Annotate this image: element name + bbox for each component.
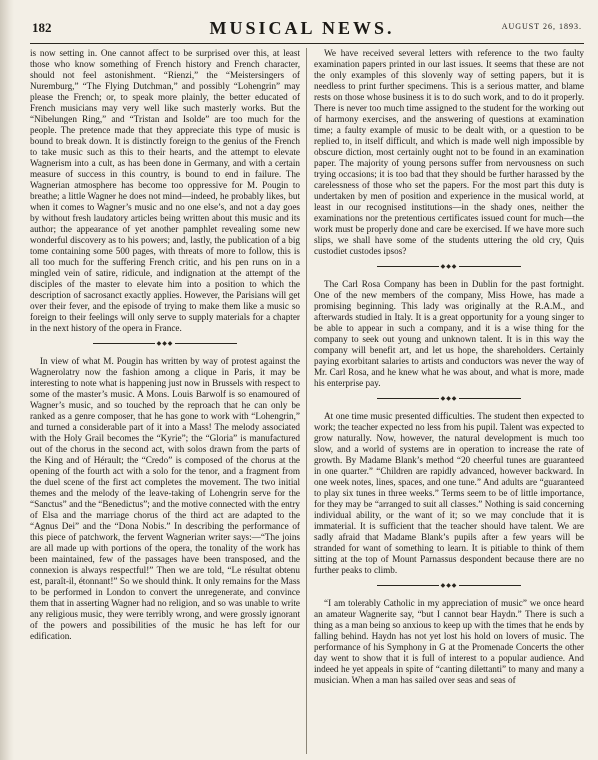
- right-column: [314, 48, 584, 689]
- article-paragraph-examination-papers: We have received several letters with reference to the two faulty examination papers printed in our last issues. It seems that these are not the only examples of this slovenly way of setting papers, but it is needless to print further specimens. This is a serious matter, and blame rests on those whose business it is to do such work, and to do it properly. There is never too much time assigned to the student for the working out of harmony exercises, and the answering of questions at examination time; a faulty example of music to be dealt with, or a question to be replied to, in itself difficult, and which is made well nigh impossible by obscure diction, most certainly ought not to be found in an examination paper. The majority of young persons suffer from nervousness on such trying occasions; it is too bad that they should be further harassed by the carelessness of those who set the papers. For the most part this duty is undertaken by men of position and experience in the musical world, at least in our recognised institutions—in the shady ones, neither the examinations nor the pretentious certificates issued count for much—the work must be properly done and care be exercised. If we have more such slips, we shall have some of the students uttering the old cry, Quis custodiet custodes ipsos?: [314, 48, 584, 256]
- section-separator: ◆◆◆: [30, 339, 300, 350]
- column-divider: [306, 48, 307, 754]
- header-rule: [30, 43, 584, 44]
- left-column: [30, 48, 300, 645]
- page-header: [16, 20, 588, 40]
- section-separator: ◆◆◆: [314, 262, 584, 273]
- section-separator: ◆◆◆: [314, 581, 584, 592]
- article-paragraph-haydn: “I am tolerably Catholic in my appreciation of music” we once heard an amateur Wagnerite say, “but I cannot bear Haydn.” There is such a thing as a man being so anxious to keep up with the times that he ends by falling behind. Haydn has not yet lost his hold on lovers of music. The performance of his Symphony in G at the Promenade Concerts the other day went to show that it is full of interest to a popular audience. And indeed he yet appeals in spite of “canting dilettanti” to many and many a musician. When a man has sailed over seas and seas of: [314, 598, 584, 685]
- issue-date: AUGUST 26, 1893.: [501, 22, 582, 31]
- page-gutter-shadow: [0, 0, 14, 760]
- article-paragraph-wagnerism-france: is now setting in. One cannot affect to be surprised over this, at least those who know something of French history and French character, should not feel astonishment. “Rienzi,” the “Meistersingers of Nuremburg,” “The Flying Dutchman,” and possibly “Lohengrin” may please the French; or, to speak more plainly, the better educated of French musicians may very well like such masterly works. But the “Nibelungen Ring,” and “Tristan and Isolde” are too much for the people. The pretence made that they appreciate this type of music is bound to break down. It is distinctly foreign to the genius of the French to take music such as this to their hearts, and the attempt to elevate Wagnerism into a cult, as has been done in Germany, and with a certain measure of success in this country, is bound to end in failure. The Wagnerian atmosphere has become too oppressive for M. Pougin to breathe; a little Wagner he does not mind—indeed, he probably likes, but when it comes to Wagner’s music and no one else’s, and not a day goes by without fresh laudatory articles being written about this music and its author; the appearance of yet another pamphlet revealing some new wonderful discovery as to his powers; and, lastly, the publication of a big tome containing some 500 pages, with threats of more to follow, this is all too much for the suffering French critic, and his pen runs on in a mingled vein of satire, ridicule, and indignation at the attempt of the disciples of the master to elevate him into a position to which the description of sacrosanct exactly applies. However, the Parisians will get over their fever, and the episode of trying to make them like a music so foreign to their feelings will only serve to supply materials for a chapter in the next history of the opera in France.: [30, 48, 300, 333]
- masthead-title: MUSICAL NEWS.: [209, 18, 395, 38]
- article-paragraph-madame-blank: At one time music presented difficulties. The student then expected to work; the teacher expected no less from his pupil. Talent was expected to grow naturally. Now, however, the natural development is much too slow, and a world of systems are in operation to increase the rate of growth. By Madame Blank’s method “20 cheerful tunes are guaranteed in one quarter.” “Children are rapidly advanced, however backward. In one week notes, lines, spaces, and one tune.” And adults are “guaranteed to play six tunes in three weeks.” Terms seem to be of little importance, for they may be “arranged to suit all classes.” Nothing is said concerning individual ability, or the want of it; so we may conclude that it is immaterial. It is sufficient that the teacher should have talent. We are sadly afraid that Madame Blank’s pupils after a few years will be stranded for want of something to learn. It is pitiable to think of them sitting at the top of Mount Parnassus despondent because there are no further peaks to climb.: [314, 411, 584, 575]
- article-paragraph-carl-rosa: The Carl Rosa Company has been in Dublin for the past fortnight. One of the new members of the company, Miss Howe, has made a promising beginning. This lady was originally at the R.A.M., and afterwards studied in Italy. It is a great opportunity for a young singer to be able to appear in such a company, and it is a wise thing for the company to seek out young and unknown talent. It is in this way the company will benefit art, and let us hope, the shareholders. Certainly paying exorbitant salaries to artists and conductors was never the way of Mr. Carl Rosa, and he knew what he was about, and what is more, made his enterprise pay.: [314, 279, 584, 388]
- article-paragraph-lohengrin-mass: In view of what M. Pougin has written by way of protest against the Wagnerolatry now the fashion among a clique in Paris, it may be interesting to note what is happening just now in Brussels with respect to some of the master’s music. A Mons. Louis Barwolf is so enamoured of Wagner’s music, and so touched by the reproach that he can only be ranked as a genre composer, that he has gone to work with “Lohengrin,” and turned a considerable part of it into a Mass! The melody associated with the Holy Grail becomes the “Kyrie”; the “Gloria” is manufactured out of the chorus in the second act, with solos drawn from the parts of the King and of Hérault; the “Credo” is composed of the chorus at the opening of the fourth act with a solo for the tenor, and a fragment from the duel scene of the first act completes the movement. The two initial themes and the melody of the leave-taking of Lohengrin serve for the “Sanctus” and the “Benedictus”; and the motive connected with the entry of Elsa and the marriage chorus of the third act are adapted to the “Agnus Dei” and the “Dona Nobis.” In describing the performance of this piece of patchwork, the fervent Wagnerian writer says:—“The joins are all made up with portions of the opera, the tonality of the work has been maintained, few of the passages have been transposed, and the connexion is always respectful!” Then we are told, “Le résultat obtenu est, paraît-il, étonnant!” So we should think. It only remains for the Mass to be performed in London to convert the unregenerate, and convince them that in asserting Wagner had no religion, and so was unable to write any religious music, they were terribly wrong, and were grossly ignorant of the powers and possibilities of the music he has left for our edification.: [30, 356, 300, 641]
- section-separator: ◆◆◆: [314, 394, 584, 405]
- page-number: 182: [32, 20, 52, 35]
